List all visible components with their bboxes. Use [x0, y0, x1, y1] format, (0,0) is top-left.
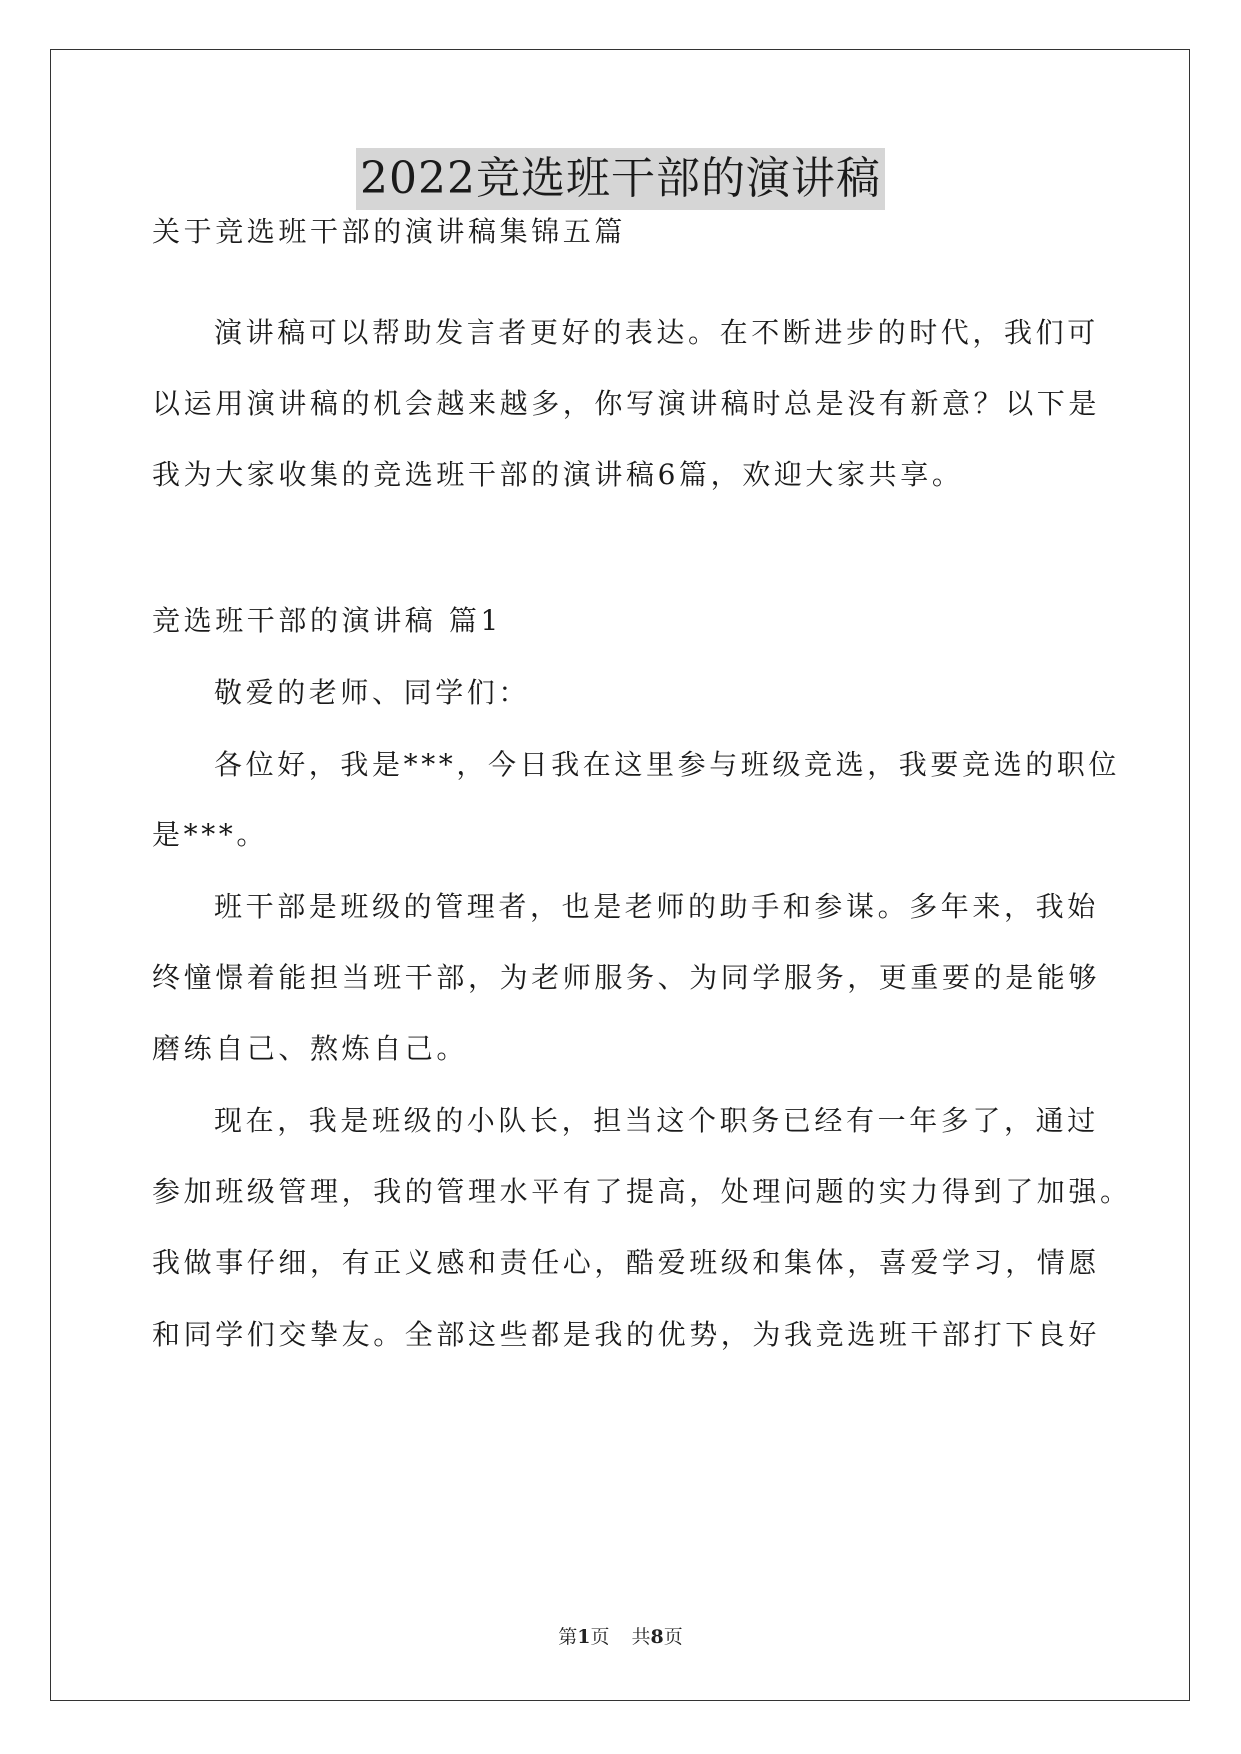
page-total: 8 [650, 1626, 664, 1648]
title-container [0, 148, 1241, 210]
total-suffix: 页 [663, 1626, 683, 1648]
page-footer [0, 1624, 1241, 1650]
document-title: 2022竞选班干部的演讲稿 [356, 148, 885, 210]
page-prefix: 第 [558, 1626, 578, 1648]
body-line: 现在，我是班级的小队长，担当这个职务已经有一年多了，通过 [214, 1104, 1099, 1137]
body-line: 终憧憬着能担当班干部，为老师服务、为同学服务，更重要的是能够 [152, 961, 1101, 994]
body-line: 和同学们交挚友。全部这些都是我的优势，为我竞选班干部打下良好 [152, 1318, 1101, 1351]
section-heading: 竞选班干部的演讲稿 篇1 [152, 604, 502, 637]
greeting-line: 敬爱的老师、同学们： [214, 676, 531, 709]
document-subtitle: 关于竞选班干部的演讲稿集锦五篇 [152, 215, 627, 248]
total-prefix: 共 [631, 1626, 651, 1648]
page-suffix: 页 [590, 1626, 610, 1648]
body-line: 磨练自己、熬炼自己。 [152, 1032, 469, 1065]
intro-line: 演讲稿可以帮助发言者更好的表达。在不断进步的时代，我们可 [214, 316, 1099, 349]
intro-line: 我为大家收集的竞选班干部的演讲稿6篇，欢迎大家共享。 [152, 458, 964, 491]
page-border [50, 49, 1190, 1701]
body-line: 班干部是班级的管理者，也是老师的助手和参谋。多年来，我始 [214, 890, 1099, 923]
body-line: 各位好，我是***，今日我在这里参与班级竞选，我要竞选的职位 [214, 748, 1121, 781]
body-line: 参加班级管理，我的管理水平有了提高，处理问题的实力得到了加强。 [152, 1175, 1132, 1208]
body-line: 我做事仔细，有正义感和责任心，酷爱班级和集体，喜爱学习，情愿 [152, 1246, 1101, 1279]
page-current: 1 [577, 1626, 591, 1648]
body-line: 是***。 [152, 818, 269, 851]
intro-line: 以运用演讲稿的机会越来越多，你写演讲稿时总是没有新意？以下是 [152, 387, 1101, 420]
